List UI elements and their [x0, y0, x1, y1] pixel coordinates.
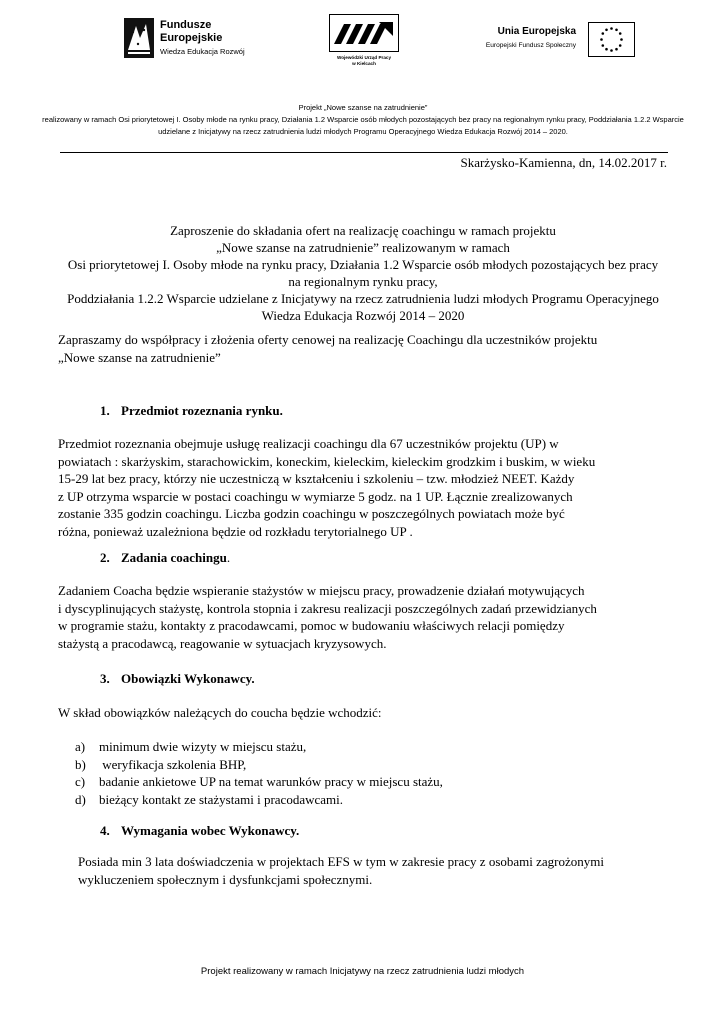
- date-line: Skarżysko-Kamienna, dn, 14.02.2017 r.: [460, 155, 667, 170]
- paragraph-line: Posiada min 3 lata doświadczenia w projektach EFS w tym w zakresie pracy z osobami zagrożonymi: [78, 854, 604, 869]
- paragraph-line: w programie stażu, kontakty z pracodawcami, pomoc w budowaniu właściwych relacji pomiędzy: [58, 618, 565, 633]
- wup-logo-line1: Wojewódzki Urząd Pracy: [336, 55, 392, 60]
- section-title: Wymagania wobec Wykonawcy.: [121, 823, 300, 838]
- invitation-text: [58, 331, 670, 366]
- section-heading-4: [100, 822, 299, 840]
- list-item-text: weryfikacja szkolenia BHP,: [99, 756, 247, 772]
- wup-kielce-logo: [326, 14, 402, 72]
- section-3-paragraph: [58, 704, 670, 722]
- section-number: 4.: [100, 823, 110, 838]
- paragraph-line: Przedmiot rozeznania obejmuje usługę realizacji coachingu dla 67 uczestników projektu (UP) w: [58, 436, 559, 451]
- eu-flag-icon: [588, 22, 635, 57]
- ue-logo-line2: Europejski Fundusz Społeczny: [485, 42, 576, 49]
- list-letter: d): [75, 791, 86, 807]
- invitation-title-line: na regionalnym rynku pracy,: [288, 274, 438, 289]
- paragraph-line: zostanie 335 godzin coachingu. Liczba godzin coachingu w poszczególnych powiatach może być: [58, 506, 565, 521]
- paragraph-line: powiatach : skarżyskim, starachowickim, koneckim, kieleckim, kieleckim grodzkim i buskim, w wieku: [58, 453, 596, 469]
- invitation-title-line: „Nowe szanse na zatrudnienie” realizowanym w ramach: [216, 240, 510, 255]
- wup-logo-line2: w Kielcach: [352, 61, 376, 66]
- list-item-text: badanie ankietowe UP na temat warunków pracy w miejscu stażu,: [99, 774, 443, 789]
- paragraph-line: wykluczeniem społecznym i dysfunkcjami społecznymi.: [78, 871, 373, 887]
- paragraph-line: Zadaniem Coacha będzie wspieranie stażystów w miejscu pracy, prowadzenie działań motywujących: [58, 583, 585, 598]
- invitation-title-line: Osi priorytetowej I. Osoby młode na rynku pracy, Działania 1.2 Wsparcie osób młodych pozostających bez pracy: [67, 257, 659, 272]
- list-item-text: minimum dwie wizyty w miejscu stażu,: [99, 739, 307, 754]
- invitation-text-line: „Nowe szanse na zatrudnienie”: [58, 349, 221, 365]
- fundusze-europejskie-mark-icon: [124, 18, 154, 58]
- list-letter: a): [75, 739, 86, 754]
- duties-list: [75, 738, 665, 808]
- list-item-text: bieżący kontakt ze stażystami i pracodawcami.: [99, 791, 344, 807]
- section-title: Obowiązki Wykonawcy.: [121, 671, 255, 686]
- unia-europejska-logo: [470, 22, 635, 62]
- section-heading-3: [100, 670, 255, 688]
- invitation-title-line: Wiedza Edukacja Rozwój 2014 – 2020: [261, 308, 465, 323]
- section-4-paragraph: [78, 853, 670, 888]
- fundusze-logo-line2: Europejskie: [160, 32, 223, 44]
- invitation-text-line: Zapraszamy do współpracy i złożenia oferty cenowej na realizację Coachingu dla uczestników projektu: [58, 332, 598, 347]
- invitation-title-line: Poddziałania 1.2.2 Wsparcie udzielane z Inicjatywy na rzecz zatrudnienia ludzi młodych Programu Operacyjnego: [67, 291, 659, 306]
- section-number: 2.: [100, 550, 110, 565]
- paragraph-line: z UP otrzyma wsparcie w postaci coachingu w wymiarze 5 godz. na 1 UP. Łącznie zrealizowanych: [58, 488, 573, 504]
- paragraph-line: stażystą a pracodawcą, reagowanie w sytuacjach kryzysowych.: [58, 635, 387, 651]
- wup-arrows-icon: [329, 14, 399, 52]
- paragraph-line: i dyscyplinujących stażystę, kontrola stopnia i zakresu realizacji poszczególnych zadań przewidzianych: [58, 600, 597, 616]
- ue-logo-line1: Unia Europejska: [497, 26, 576, 37]
- section-number: 1.: [100, 403, 110, 418]
- page-footer: Projekt realizowany w ramach Inicjatywy na rzecz zatrudnienia ludzi młodych: [200, 966, 525, 977]
- fundusze-logo-line1: Fundusze: [160, 19, 212, 31]
- section-title: Przedmiot rozeznania rynku.: [121, 403, 283, 418]
- list-item: [75, 773, 665, 791]
- header-divider: [60, 152, 668, 153]
- invitation-title: [48, 222, 678, 324]
- section-title-suffix: .: [226, 550, 231, 565]
- list-letter: c): [75, 774, 86, 789]
- section-1-paragraph: [58, 435, 670, 540]
- project-title: Projekt „Nowe szanse na zatrudnienie”: [298, 103, 428, 112]
- section-heading-1: [100, 402, 283, 420]
- section-number: 3.: [100, 671, 110, 686]
- paragraph-line: W skład obowiązków należących do coucha będzie wchodzić:: [58, 705, 382, 720]
- list-item: [75, 756, 665, 774]
- list-item: [75, 791, 665, 809]
- section-title: Zadania coachingu: [121, 550, 227, 565]
- invitation-title-line: Zaproszenie do składania ofert na realizację coachingu w ramach projektu: [170, 223, 556, 238]
- section-heading-2: [100, 549, 230, 567]
- section-2-paragraph: [58, 582, 670, 652]
- paragraph-line: różna, ponieważ uzależniona będzie od rozkładu terytorialnego UP .: [58, 523, 413, 539]
- list-letter: b): [75, 756, 86, 772]
- fundusze-europejskie-logo: [124, 16, 264, 62]
- list-item: [75, 738, 665, 756]
- fundusze-logo-line3: Wiedza Edukacja Rozwój: [160, 47, 245, 56]
- paragraph-line: 15-29 lat bez pracy, którzy nie uczestniczą w kształceniu i szkoleniu – tzw. młodzież NEET. Każdy: [58, 471, 575, 486]
- project-description: realizowany w ramach Osi priorytetowej I. Osoby młode na rynku pracy, Działania 1.2 Wsparcie osób młodych pozostających bez pracy na regionalnym rynku pracy, Poddziałania 1.2.2 Wsparcie udzielane z Inicjatywy na rzecz zatrudnienia ludzi młodych Programu Operacyjnego Wiedza Edukacja Rozwój 2014 – 2020.: [42, 115, 684, 136]
